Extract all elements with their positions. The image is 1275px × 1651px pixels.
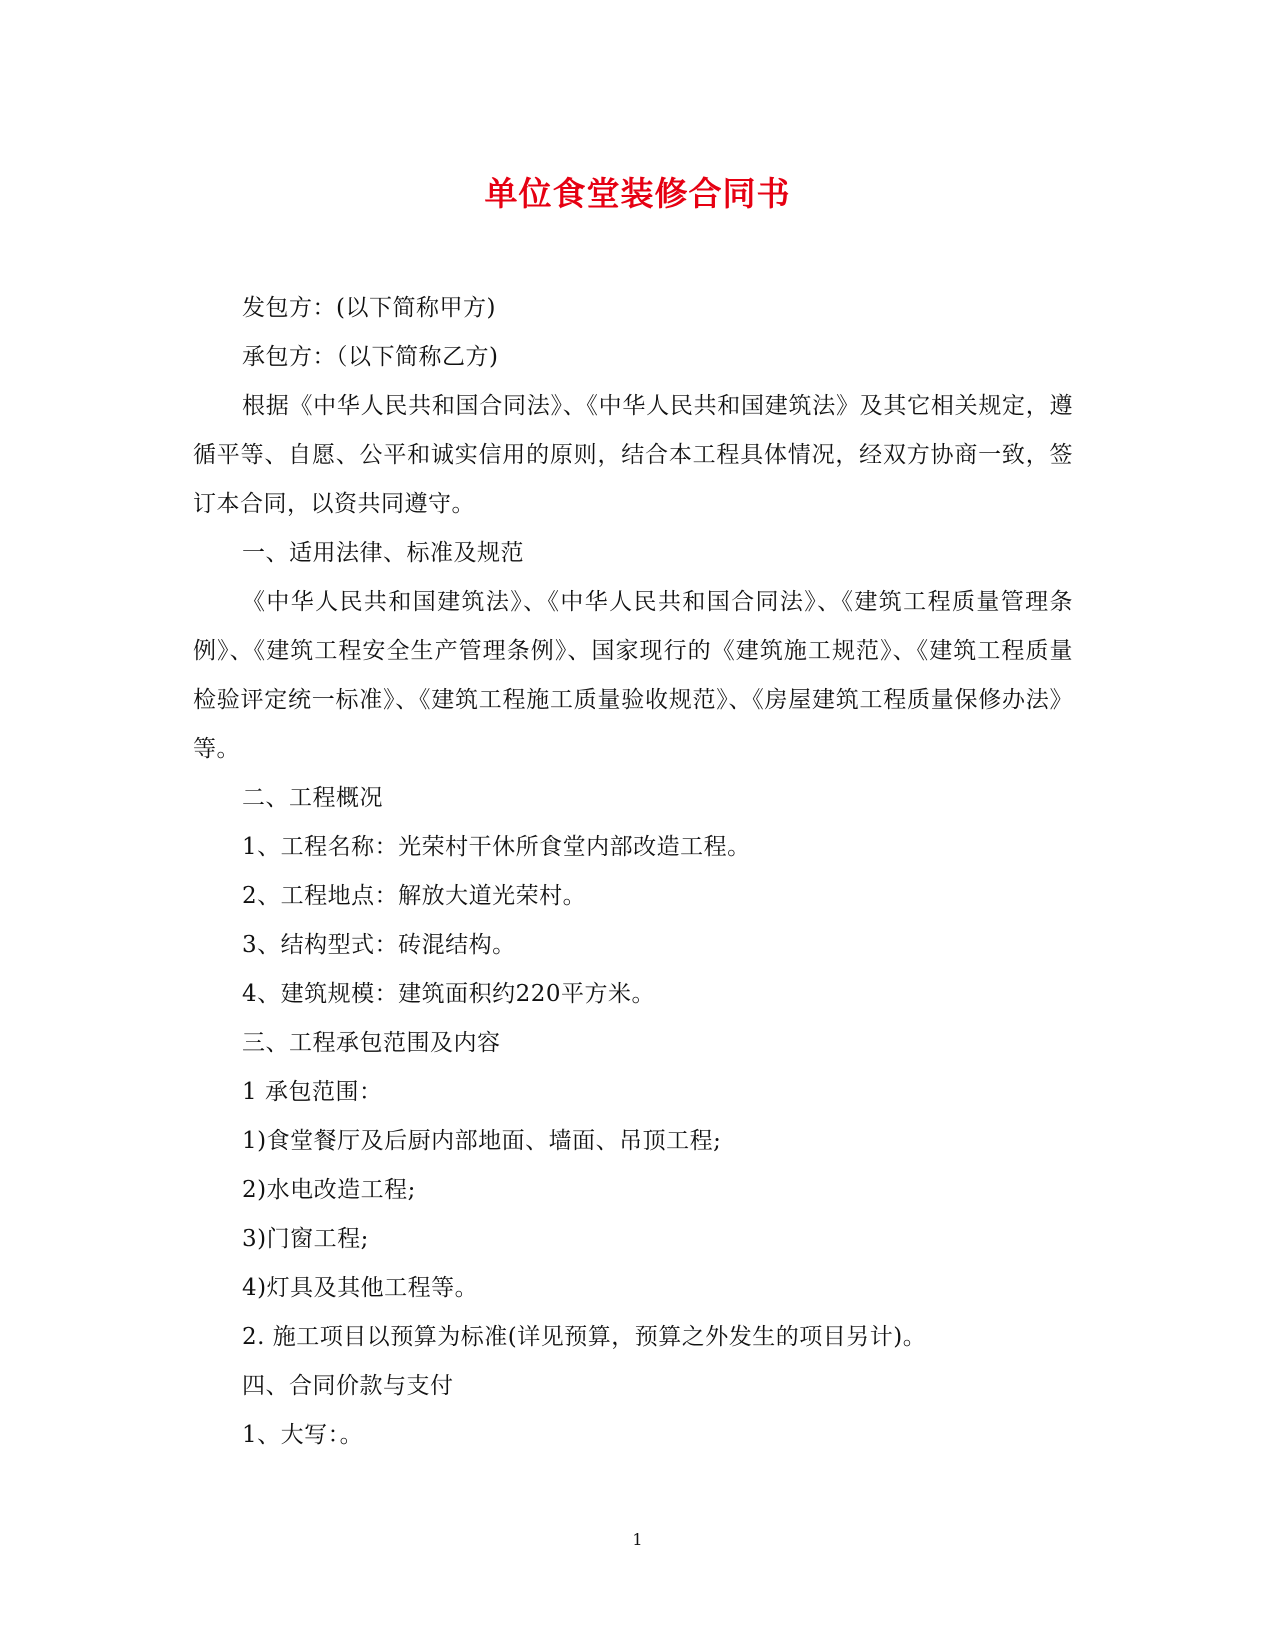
document-title: 单位食堂装修合同书: [484, 174, 791, 213]
party-a-line: 发包方：(以下简称甲方): [242, 295, 496, 321]
list-item: 4)灯具及其他工程等。: [242, 1275, 479, 1301]
list-item: 2. 施工项目以预算为标准(详见预算，预算之外发生的项目另计)。: [242, 1324, 927, 1350]
page-number: 1: [632, 1530, 643, 1549]
section-heading: 四、合同价款与支付: [242, 1373, 454, 1399]
laws-paragraph: 《中华人民共和国建筑法》、《中华人民共和国合同法》、《建筑工程质量管理条例》、《建筑工程安全生产管理条例》、国家现行的《建筑施工规范》、《建筑工程质量检验评定统一标准》、《建筑工程施工质量验收规范》、《房屋建筑工程质量保修办法》等。: [193, 589, 1073, 762]
list-item: 3)门窗工程;: [242, 1226, 369, 1252]
section-heading: 一、适用法律、标准及规范: [242, 540, 524, 566]
section-heading: 三、工程承包范围及内容: [242, 1030, 501, 1056]
list-item: 3、结构型式：砖混结构。: [242, 932, 516, 958]
section-heading: 二、工程概况: [242, 785, 383, 811]
list-item: 1)食堂餐厅及后厨内部地面、墙面、吊顶工程;: [242, 1128, 722, 1154]
list-item: 1、大写：。: [242, 1422, 364, 1448]
list-item: 2、工程地点：解放大道光荣村。: [242, 883, 587, 909]
list-item: 1、工程名称：光荣村干休所食堂内部改造工程。: [242, 834, 751, 860]
list-item: 1 承包范围：: [242, 1079, 383, 1105]
list-item: 4、建筑规模：建筑面积约220平方米。: [242, 981, 656, 1007]
document-body: [193, 284, 1073, 1460]
party-b-line: 承包方：（以下简称乙方): [242, 344, 499, 370]
list-item: 2)水电改造工程;: [242, 1177, 416, 1203]
preamble-paragraph: 根据《中华人民共和国合同法》、《中华人民共和国建筑法》及其它相关规定，遵循平等、自愿、公平和诚实信用的原则，结合本工程具体情况，经双方协商一致，签订本合同，以资共同遵守。: [193, 393, 1073, 517]
